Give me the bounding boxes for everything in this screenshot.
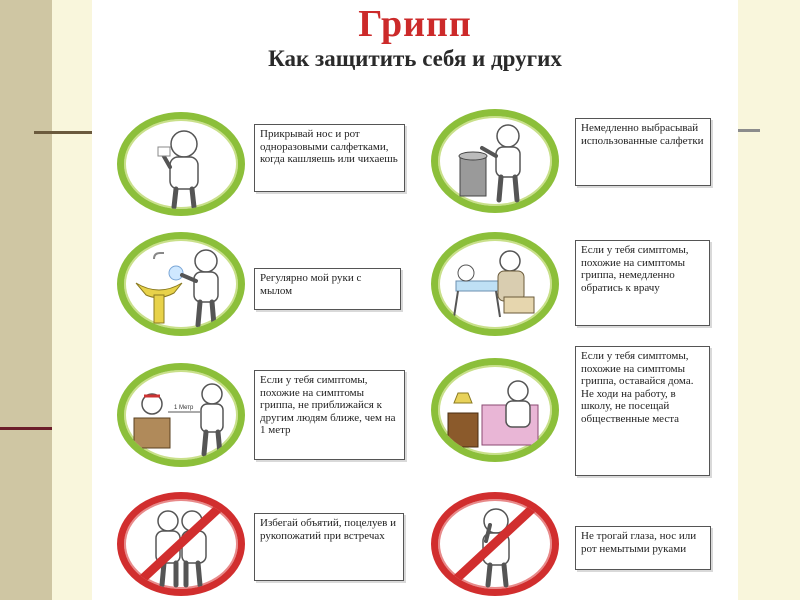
tip-text: Регулярно мой руки с мылом [260, 272, 362, 297]
slide-side-band [0, 0, 52, 600]
tip-card [254, 513, 404, 581]
keep-distance-illustration [117, 363, 245, 467]
tip-text: Если у тебя симптомы, похожие на симптомы гриппа, немедленно обратись к врачу [581, 244, 689, 294]
tip-card [254, 370, 405, 460]
tip-card [575, 346, 710, 476]
slide-divider [738, 129, 760, 132]
tissue-cough-illustration [117, 112, 245, 216]
tip-card [575, 526, 711, 570]
slide-divider [0, 427, 52, 430]
poster-title: Грипп [358, 3, 472, 45]
tip-card [575, 240, 710, 326]
trash-bin-illustration [431, 109, 559, 213]
tip-text: Не трогай глаза, нос или рот немытыми руками [581, 530, 697, 555]
no-face-touching-illustration [431, 492, 559, 596]
flu-poster [92, 0, 738, 600]
tip-card [575, 118, 711, 186]
slide-divider [34, 131, 94, 134]
tip-card [254, 268, 401, 310]
tip-text: Прикрывай нос и рот одноразовыми салфетками, когда кашляешь или чихаешь [260, 128, 398, 165]
distance-label: 1 Метр [174, 405, 194, 411]
tip-text: Избегай объятий, поцелуев и рукопожатий при встречах [260, 517, 397, 542]
doctor-visit-illustration [431, 232, 559, 336]
tip-text: Если у тебя симптомы, похожие на симптомы гриппа, оставайся дома. Не ходи на работу, в школу, не посещай общественные места [581, 350, 694, 425]
hand-washing-illustration [117, 232, 245, 336]
no-hugs-illustration [117, 492, 245, 596]
tip-text: Если у тебя симптомы, похожие на симптомы гриппа, не приближайся к другим людям ближе, чем на 1 метр [260, 374, 396, 436]
poster-subtitle: Как защитить себя и других [268, 46, 562, 71]
stay-home-illustration [431, 358, 559, 462]
tip-card [254, 124, 405, 192]
tip-text: Немедленно выбрасывай использованные салфетки [581, 122, 704, 147]
